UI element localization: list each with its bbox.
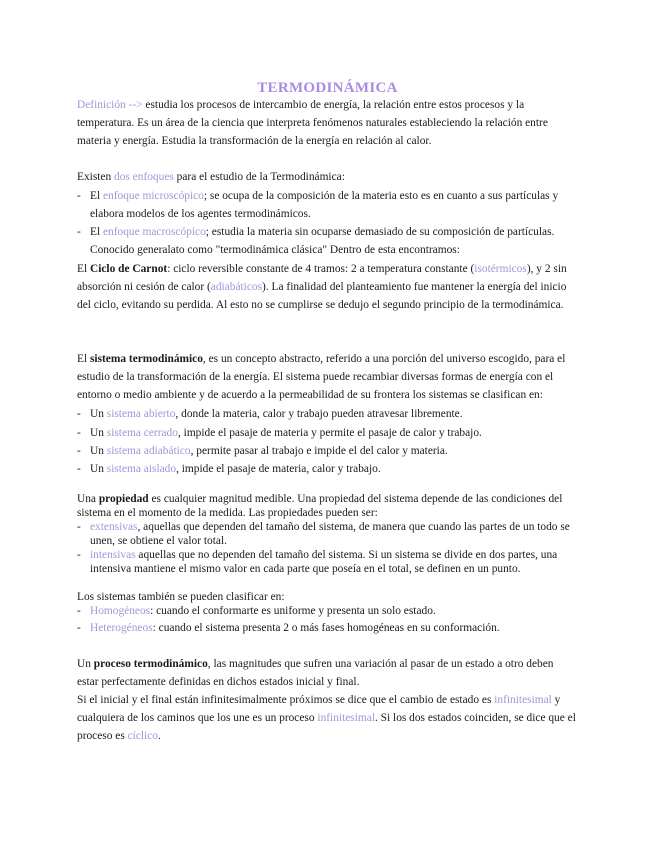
system-pre: El [77, 353, 90, 365]
heterogeneous-item [77, 619, 577, 637]
property-paragraph [77, 492, 577, 520]
process-term: proceso termodinámico [93, 658, 208, 670]
process-paragraph [77, 655, 577, 745]
system-item-text: , donde la materia, calor y trabajo pueden atravesar libremente. [175, 408, 463, 420]
system-item [77, 442, 577, 460]
system-term: sistema termodinámico [89, 353, 203, 365]
process-text-4: . [157, 730, 161, 742]
system-item-pre: Un [90, 445, 107, 457]
carnot-text-1: : ciclo reversible constante de 4 tramos: 2 a temperatura constante ( [167, 263, 475, 275]
intensive-item [77, 548, 577, 576]
process-infinitesimal-2: infinitesimal [317, 712, 375, 724]
macro-highlight: enfoque macroscópico [102, 226, 206, 238]
property-text: es cualquier magnitud medible. Una propiedad del sistema depende de las condiciones del sistema en el momento de la medida. Las propiedades pueden ser: [77, 493, 563, 519]
approaches-intro-pre: Existen [77, 171, 115, 183]
bullet-marker: - [77, 190, 81, 202]
bullet-marker: - [77, 605, 81, 617]
definition-text: estudia los procesos de intercambio de energía, la relación entre estos procesos y la temperatura. Es un área de la ciencia que interpreta fenómenos naturales estableciendo la relación entre materia y energía. Estudia la transformación de la energía en relación al calor. [77, 99, 548, 147]
process-text-3: . Si los dos estados coinciden, se dice que el proceso es [77, 712, 576, 742]
process-cyclic: cíclico [127, 730, 158, 742]
micro-highlight: enfoque microscópico [102, 190, 204, 202]
carnot-pre: El [77, 263, 90, 275]
classification-intro: Los sistemas también se pueden clasificar en: [77, 591, 285, 603]
system-item [77, 405, 577, 423]
homogeneous-highlight: Homogéneos [90, 605, 151, 617]
definition-label: Definición --> [77, 99, 146, 111]
micro-text: ; se ocupa de la composición de la materia esto es en cuanto a sus partículas y elabora modelos de los agentes termodinámicos. [90, 190, 559, 220]
system-item-text: , impide el pasaje de materia, calor y trabajo. [176, 463, 381, 475]
process-text-2: y cualquiera de los caminos que los une es un proceso [77, 694, 561, 724]
bullet-marker: - [77, 463, 81, 475]
system-item-pre: Un [90, 408, 107, 420]
system-item-highlight: sistema aislado [106, 463, 177, 475]
system-item-highlight: sistema abierto [106, 408, 176, 420]
system-item [77, 424, 577, 442]
bullet-marker: - [77, 622, 81, 634]
bullet-marker: - [77, 445, 81, 457]
carnot-text-2: ), y 2 sin absorción ni cesión de calor ( [77, 263, 567, 293]
bullet-marker: - [77, 549, 81, 561]
system-paragraph [77, 350, 577, 404]
carnot-adiabatic: adiabáticos [210, 281, 263, 293]
macro-approach-item [77, 223, 577, 259]
intensive-text: aquellas que no dependen del tamaño del sistema. Si un sistema se divide en dos partes, una intensiva mantiene el mismo valor en cada parte que poseía en el total, se definen en un punto. [90, 549, 558, 575]
micro-pre: El [90, 190, 103, 202]
property-term: propiedad [98, 493, 149, 505]
system-item-highlight: sistema adiabático [106, 445, 191, 457]
bullet-marker: - [77, 521, 81, 533]
bullet-marker: - [77, 408, 81, 420]
carnot-isothermal: isotérmicos [474, 263, 527, 275]
micro-approach-item [77, 187, 577, 223]
macro-text: ; estudia la materia sin ocuparse demasiado de su composición de partículas. [205, 226, 555, 238]
intensive-highlight: intensivas [90, 549, 136, 561]
process-text: , las magnitudes que sufren una variación al pasar de un estado a otro deben estar perfectamente definidas en dichos estados inicial y final. [77, 658, 554, 688]
page-title: TERMODINÁMICA [257, 80, 398, 96]
system-text: , es un concepto abstracto, referido a una porción del universo escogido, para el estudio de la transformación de la energía. El sistema puede recambiar diversas formas de energía con el entorno o medio ambiente y de acuerdo a la permeabilidad de su frontera los sistemas se clasifican en: [77, 353, 566, 401]
approaches-intro [77, 168, 577, 186]
carnot-paragraph [77, 260, 577, 314]
extensive-highlight: extensivas [90, 521, 138, 533]
carnot-term: Ciclo de Carnot [89, 263, 168, 275]
system-item-text: , impide el pasaje de materia y permite el pasaje de calor y trabajo. [177, 427, 482, 439]
system-item-text: , permite pasar al trabajo e impide el del calor y materia. [190, 445, 448, 457]
property-pre: Una [77, 493, 99, 505]
system-item-pre: Un [90, 463, 107, 475]
extensive-text: , aquellas que dependen del tamaño del sistema, de manera que cuando las partes de un todo se unen, se obtiene el valor total. [90, 521, 570, 547]
process-text-1: Si el inicial y el final están infinitesimalmente próximos se dice que el cambio de estado es [77, 694, 495, 706]
extensive-item [77, 520, 577, 548]
macro-pre: El [90, 226, 103, 238]
heterogeneous-text: : cuando el sistema presenta 2 o más fases homogéneas en su conformación. [152, 622, 500, 634]
carnot-text-3: ). La finalidad del planteamiento fue mantener la energía del inicio del ciclo, evitando su perdida. Al esto no se cumplirse se dedujo el segundo principio de la termodinámica. [77, 281, 567, 311]
homogeneous-text: : cuando el conformarte es uniforme y presenta un solo estado. [150, 605, 436, 617]
bullet-marker: - [77, 226, 81, 238]
system-item [77, 460, 577, 478]
macro-note: Conocido generalato como "termodinámica clásica" Dentro de esta encontramos: [90, 244, 460, 256]
system-item-highlight: sistema cerrado [106, 427, 178, 439]
bullet-marker: - [77, 427, 81, 439]
homogeneous-item [77, 602, 577, 620]
approaches-highlight: dos enfoques [114, 171, 174, 183]
approaches-intro-post: para el estudio de la Termodinámica: [173, 171, 345, 183]
process-infinitesimal-1: infinitesimal [494, 694, 552, 706]
system-item-pre: Un [90, 427, 107, 439]
heterogeneous-highlight: Heterogéneos [90, 622, 153, 634]
process-pre: Un [77, 658, 94, 670]
definition-paragraph [77, 96, 577, 150]
